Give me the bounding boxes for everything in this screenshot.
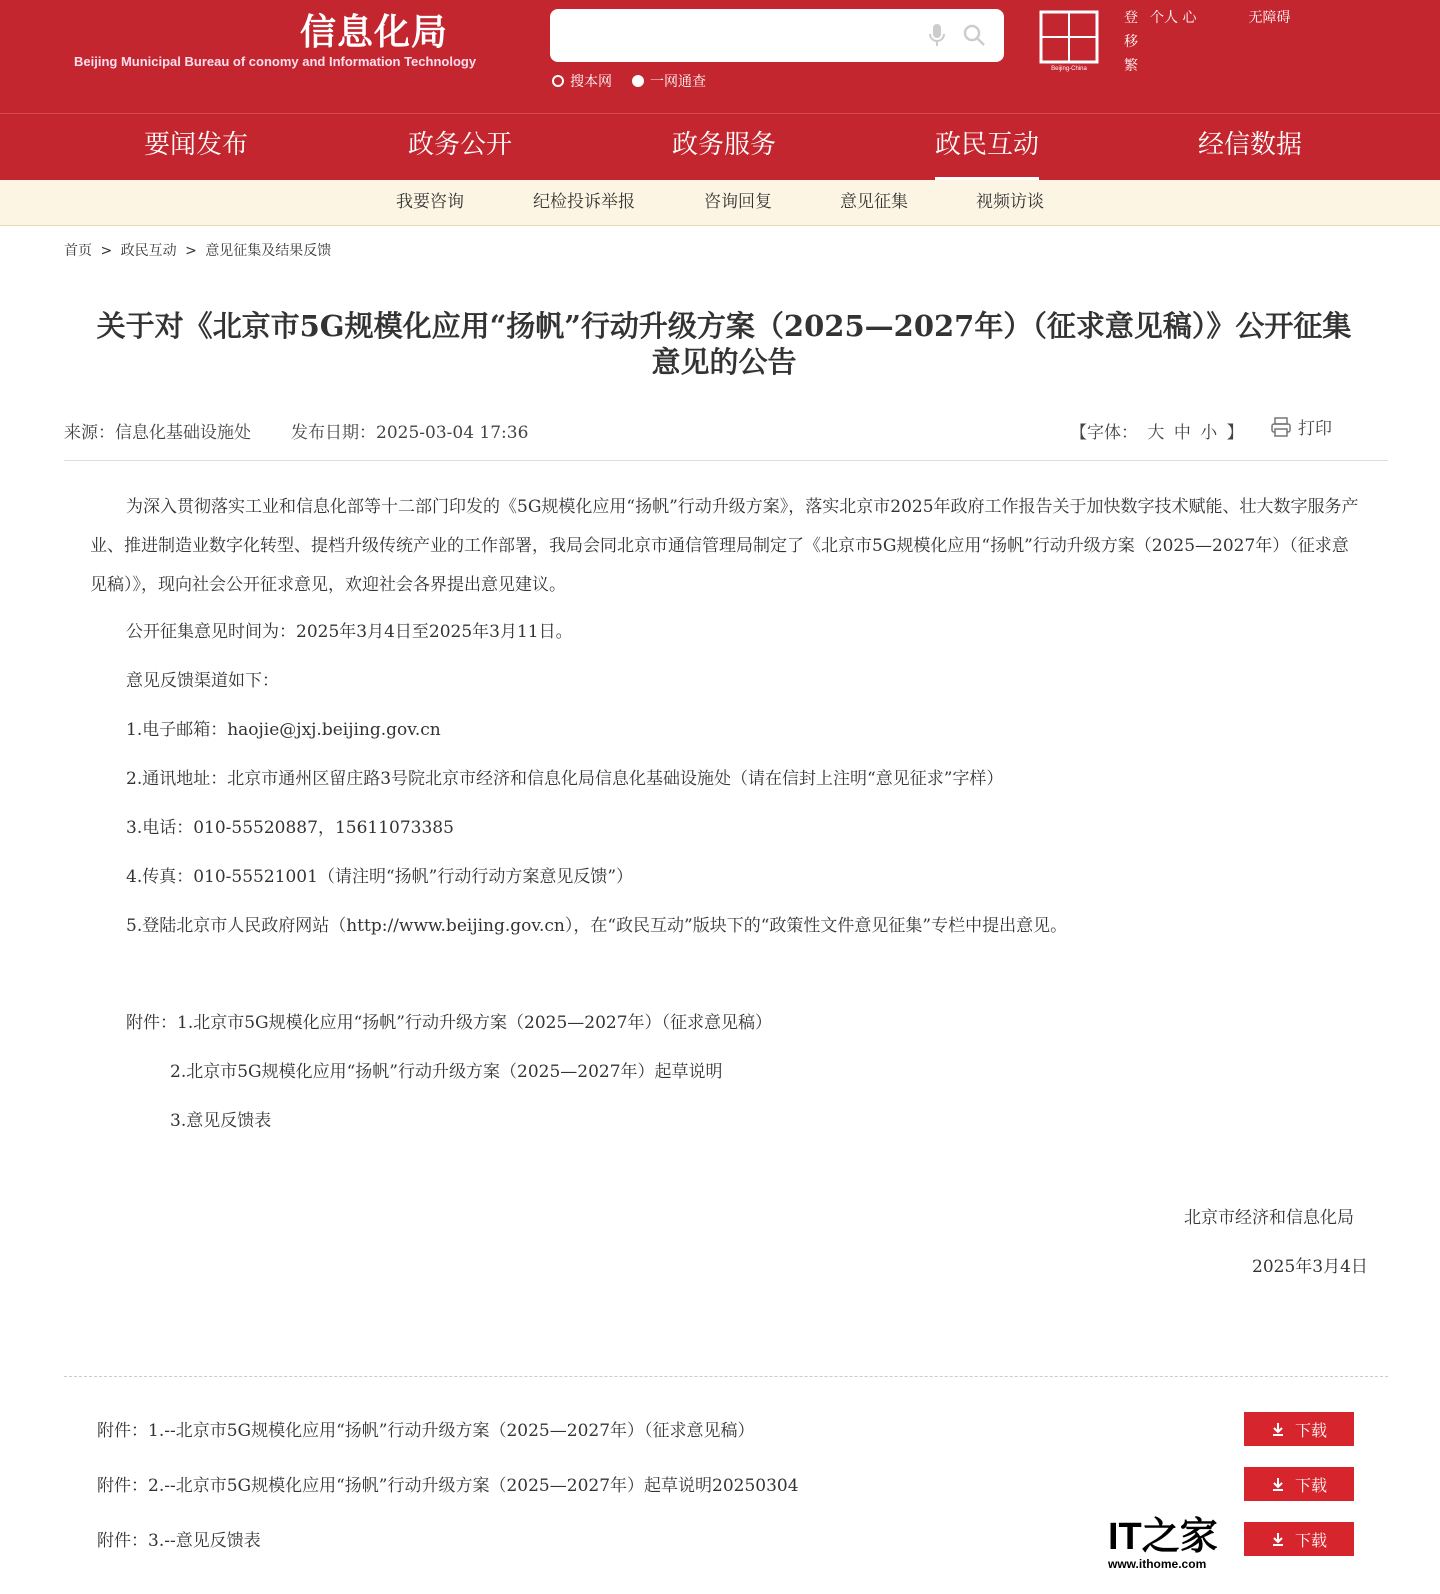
- scope-all-label: 一网通查: [650, 74, 706, 90]
- font-size-label: 【字体：: [1070, 423, 1138, 443]
- source-value: 信息化基础设施处: [115, 423, 251, 443]
- download-button[interactable]: [1244, 1467, 1354, 1501]
- traditional-link[interactable]: 繁: [1124, 58, 1138, 74]
- header-bar: [0, 0, 1440, 113]
- main-nav: [0, 113, 1440, 180]
- download-button[interactable]: [1244, 1412, 1354, 1446]
- breadcrumb-interaction[interactable]: 政民互动: [120, 243, 177, 259]
- download-label: 下载: [1294, 1530, 1327, 1550]
- mobile-link[interactable]: 移: [1124, 34, 1138, 50]
- divider: [64, 1376, 1388, 1377]
- subnav-item-video[interactable]: 视频访谈: [976, 192, 1044, 212]
- print-label: 打印: [1298, 419, 1332, 439]
- channel-website: 5.登陆北京市人民政府网站（http://www.beijing.gov.cn），在“政民互动”版块下的“政策性文件意见征集”专栏中提出意见。: [126, 916, 1068, 936]
- page-title: [64, 308, 1384, 380]
- breadcrumb-separator: >: [100, 243, 113, 259]
- subnav-item-opinion[interactable]: 意见征集: [840, 192, 908, 212]
- site-title[interactable]: 信息化局: [300, 12, 449, 53]
- accessibility-link[interactable]: 无障碍: [1248, 10, 1291, 26]
- watermark-logo: IT之家: [1108, 1516, 1218, 1558]
- channel-phone: 3.电话：010-55520887，15611073385: [126, 818, 454, 838]
- attachment-3: 3.意见反馈表: [170, 1111, 272, 1131]
- nav-item-news[interactable]: 要闻发布: [143, 130, 248, 160]
- ithome-watermark: [1108, 1517, 1218, 1575]
- download-row-3[interactable]: 附件：3.--意见反馈表: [97, 1531, 261, 1551]
- nav-item-gov-open[interactable]: 政务公开: [407, 130, 512, 160]
- sub-nav: [0, 180, 1440, 226]
- search-icon[interactable]: [962, 23, 986, 47]
- subnav-item-complaint[interactable]: 纪检投诉举报: [533, 192, 635, 212]
- radio-selected-icon: [632, 75, 644, 87]
- font-size-close: 】: [1226, 423, 1244, 443]
- nav-item-gov-service[interactable]: 政务服务: [671, 130, 776, 160]
- breadcrumb: [64, 240, 335, 260]
- attachment-1: 1.北京市5G规模化应用“扬帆”行动升级方案（2025—2027年）（征求意见稿）: [177, 1013, 773, 1033]
- breadcrumb-home[interactable]: 首页: [64, 243, 92, 259]
- signature-org: 北京市经济和信息化局: [1184, 1208, 1354, 1228]
- source-label: 来源：: [64, 423, 115, 443]
- download-row-1[interactable]: 附件：1.--北京市5G规模化应用“扬帆”行动升级方案（2025—2027年）（征求意见稿）: [97, 1421, 755, 1441]
- search-input[interactable]: [550, 9, 1004, 62]
- download-label: 下载: [1294, 1475, 1327, 1495]
- divider: [64, 460, 1388, 461]
- subnav-item-consult[interactable]: 我要咨询: [396, 192, 464, 212]
- download-button[interactable]: [1244, 1522, 1354, 1556]
- font-size-small[interactable]: 小: [1200, 423, 1218, 443]
- page-title-line2: 意见的公告: [651, 345, 797, 379]
- channel-fax: 4.传真：010-55521001（请注明“扬帆”行动行动方案意见反馈”）: [126, 867, 634, 887]
- printer-icon: [1270, 416, 1292, 438]
- body-paragraph: 为深入贯彻落实工业和信息化部等十二部门印发的《5G规模化应用“扬帆”行动升级方案》，落实北京市2025年政府工作报告关于加快数字技术赋能、壮大数字服务产业、推进制造业数字化转型、提档升级传统产业的工作部署，我局会同北京市通信管理局制定了《北京市5G规模化应用“扬帆”行动升级方案（2025—2027年）（征求意见稿）》，现向社会公开征求意见，欢迎社会各界提出意见建议。: [90, 497, 1359, 595]
- channel-email: 1.电子邮箱：haojie@jxj.beijing.gov.cn: [126, 720, 441, 740]
- font-size-control: [1068, 418, 1246, 443]
- breadcrumb-separator: >: [185, 243, 197, 259]
- attachment-2: 2.北京市5G规模化应用“扬帆”行动升级方案（2025—2027年）起草说明: [170, 1062, 723, 1082]
- download-icon: [1271, 1477, 1285, 1491]
- scope-all[interactable]: [632, 71, 706, 91]
- download-icon: [1271, 1422, 1285, 1436]
- print-button[interactable]: [1270, 414, 1332, 439]
- nav-item-interaction[interactable]: 政民互动: [877, 114, 1097, 181]
- signature-date: 2025年3月4日: [1252, 1257, 1368, 1277]
- collection-period: 公开征集意见时间为：2025年3月4日至2025年3月11日。: [126, 622, 573, 642]
- nav-item-data[interactable]: 经信数据: [1197, 130, 1302, 160]
- channels-intro: 意见反馈渠道如下：: [126, 671, 279, 691]
- login-link[interactable]: 登: [1124, 10, 1138, 26]
- download-label: 下载: [1294, 1420, 1327, 1440]
- top-links: [1124, 6, 1324, 78]
- breadcrumb-current[interactable]: 意见征集及结果反馈: [205, 243, 332, 259]
- svg-text:Beijing-China: Beijing-China: [1051, 66, 1087, 72]
- personal-center-link[interactable]: 个人 心: [1150, 10, 1197, 26]
- font-size-medium[interactable]: 中: [1173, 423, 1191, 443]
- capital-emblem-icon: [1037, 8, 1101, 72]
- site-subtitle: Beijing Municipal Bureau of conomy and Information Technology: [74, 54, 477, 69]
- download-row-2[interactable]: 附件：2.--北京市5G规模化应用“扬帆”行动升级方案（2025—2027年）起草说明20250304: [97, 1476, 799, 1496]
- date-value: 2025-03-04 17:36: [376, 423, 529, 443]
- article-meta: [64, 418, 528, 443]
- date-label: 发布日期：: [291, 423, 376, 443]
- microphone-icon[interactable]: [926, 23, 948, 47]
- subnav-item-reply[interactable]: 咨询回复: [704, 192, 772, 212]
- channel-address: 2.通讯地址：北京市通州区留庄路3号院北京市经济和信息化局信息化基础设施处（请在信封上注明“意见征求”字样）: [126, 769, 1004, 789]
- page-title-line1: 关于对《北京市5G规模化应用“扬帆”行动升级方案（2025—2027年）（征求意见稿）》公开征集: [96, 309, 1352, 343]
- attachment-list-item: [126, 1008, 772, 1033]
- download-icon: [1271, 1532, 1285, 1546]
- scope-site-label: 搜本网: [570, 74, 612, 90]
- scope-site[interactable]: [552, 71, 612, 91]
- attachments-label: 附件：: [126, 1013, 177, 1033]
- font-size-large[interactable]: 大: [1147, 423, 1165, 443]
- watermark-url: www.ithome.com: [1108, 1557, 1207, 1571]
- radio-unselected-icon: [552, 75, 564, 87]
